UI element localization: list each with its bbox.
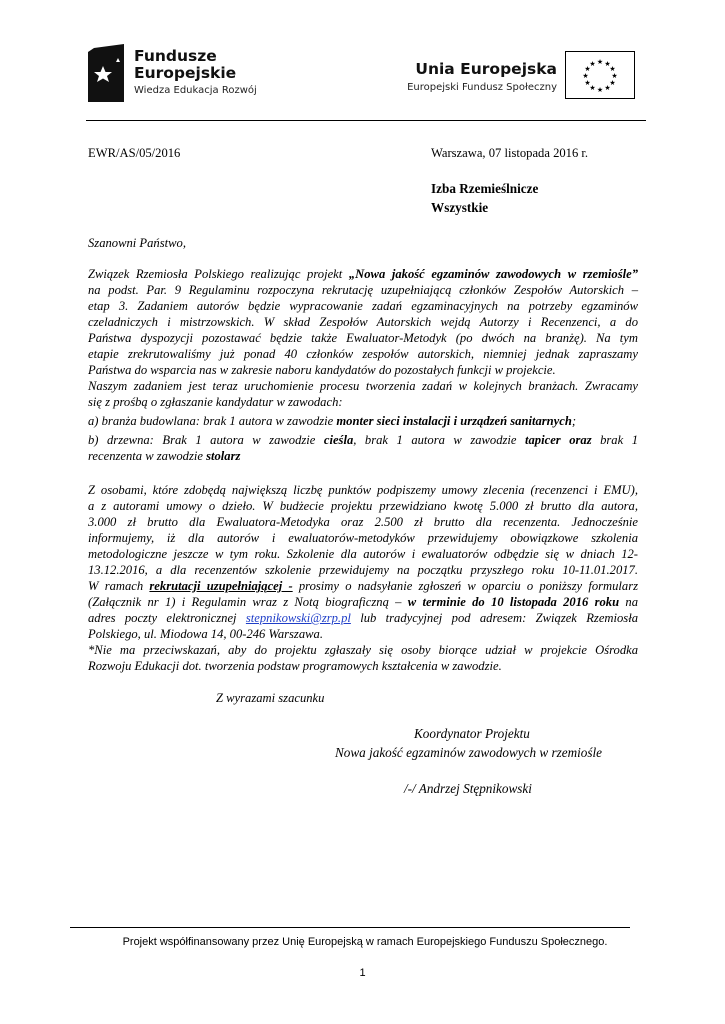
salutation: Szanowni Państwo, [88, 236, 186, 250]
paragraph-2-line: a z autorami umowy o dzieło. W budżecie projektu przewidziano kwotę 5.000 zł brutto dla autora, [88, 499, 638, 513]
footer-divider [70, 927, 630, 928]
profession-bold: cieśla [323, 433, 354, 447]
paragraph-1-line: Państwa do wsparcia nas w zakresie naboru kandydatów do pozostałych funkcji w projekcie. [88, 363, 556, 377]
text-span: recenzenta w zawodzie [88, 449, 207, 463]
svg-text:★: ★ [604, 60, 611, 68]
page-number: 1 [359, 967, 366, 979]
unia-europejska-title: Unia Europejska [415, 60, 557, 78]
vacancy-line-a [88, 413, 638, 429]
email-link[interactable]: stepnikowski@zrp.pl [245, 611, 351, 625]
text-span: lub tradycyjnej pod adresem: Związek Rzemiosła [350, 611, 639, 625]
text-span: a) branża budowlana: brak 1 autora w zawodzie [88, 414, 337, 428]
paragraph-2-line [88, 578, 638, 594]
signature-role: Koordynator Projektu [414, 726, 530, 741]
logo-subtitle: Wiedza Edukacja Rozwój [134, 85, 257, 96]
profession-bold: stolarz [206, 449, 241, 463]
text-span: na [619, 595, 638, 609]
vacancy-line-c [88, 448, 638, 464]
paragraph-2-line: metodologiczne jeszcze w tym roku. Szkolenie dla autorów i ewaluatorów odbędzie się w dniach 12- [88, 547, 638, 561]
text-span: , brak 1 autora w zawodzie [353, 433, 526, 447]
svg-text:★: ★ [611, 72, 618, 80]
recruitment-bold-underlined: rekrutacji uzupełniającej - [149, 579, 293, 593]
profession-bold: monter sieci instalacji i urządzeń sanitarnych [336, 414, 572, 428]
paragraph-1-line: się z prośbą o zgłaszanie kandydatur w zawodach: [88, 395, 343, 409]
paragraph-1-line: na podst. Par. 9 Regulaminu rozpoczyna rekrutację uzupełniającą członków Zespołów Autorskich – [88, 283, 638, 297]
paragraph-1-line: Naszym zadaniem jest teraz uruchomienie procesu tworzenia zadań w kolejnych branżach. Zwracamy [88, 379, 638, 393]
eu-stars-icon [566, 52, 634, 98]
project-name-bold: „Nowa jakość egzaminów zawodowych w rzemiośle” [348, 267, 638, 281]
paragraph-1-line: etap 3. Zadaniem autorów będzie wypracowanie zadań egzaminacyjnych na potrzeby egzaminów [88, 299, 638, 313]
svg-text:★: ★ [589, 60, 596, 68]
signature-name: /-/ Andrzej Stępnikowski [404, 781, 532, 796]
svg-text:★: ★ [604, 84, 611, 92]
text-span: ; [571, 414, 577, 428]
paragraph-2-line: Z osobami, które zdobędą największą liczbę punktów podpiszemy umowy zlecenia (recenzenci i EMU), [88, 483, 638, 497]
signature-project: Nowa jakość egzaminów zawodowych w rzemiośle [335, 745, 603, 760]
text-span: (Załącznik nr 1) i Regulamin wraz z Notą biograficzną – [88, 595, 408, 609]
paragraph-2-line [88, 610, 638, 626]
svg-text:★: ★ [582, 72, 589, 80]
fundusze-europejskie-icon [88, 44, 126, 102]
vacancy-line-b [88, 432, 638, 448]
reference-number: EWR/AS/05/2016 [88, 146, 181, 160]
text-span: Związek Rzemiosła Polskiego realizując projekt [88, 267, 349, 281]
paragraph-2-line: Polskiego, ul. Miodowa 14, 00-246 Warszawa. [88, 627, 323, 641]
paragraph-2-line: informujemy, iż dla autorów i ewaluatorów-metodyków przewidujemy obowiązkowe szkolenia [88, 531, 638, 545]
paragraph-1-line: czeladniczych i mistrzowskich. W skład Zespołów Autorskich wejdą Autorzy i Recenzenci, a do [88, 315, 638, 329]
profession-bold: tapicer oraz [525, 433, 592, 447]
paragraph-2-line [88, 594, 638, 610]
svg-text:★: ★ [584, 79, 591, 87]
recipient-line-2: Wszystkie [431, 200, 489, 215]
footer-text: Projekt współfinansowany przez Unię Europejską w ramach Europejskiego Funduszu Społecznego. [122, 936, 608, 948]
text-span: W ramach [88, 579, 150, 593]
svg-text:★: ★ [589, 84, 596, 92]
paragraph-1-line [88, 266, 638, 282]
text-span: prosimy o nadsyłanie zgłoszeń w oparciu o poniższy formularz [292, 579, 639, 593]
text-span: brak 1 [591, 433, 638, 447]
paragraph-2-line: *Nie ma przeciwskazań, aby do projektu zgłaszały się osoby biorące udział w projekcie Ośrodka [88, 643, 638, 657]
logo-line-2: Europejskie [134, 64, 237, 82]
svg-text:★: ★ [584, 65, 591, 73]
efs-subtitle: Europejski Fundusz Społeczny [407, 82, 557, 93]
svg-text:★: ★ [609, 79, 616, 87]
deadline-bold: w terminie do 10 listopada 2016 roku [407, 595, 620, 609]
header-divider [86, 120, 646, 121]
fundusze-europejskie-logo [88, 44, 268, 106]
paragraph-1-line: Państwa dyspozycji pozostawać będzie także Ewaluator-Metodyk (po dwóch na branżę). Na tym [88, 331, 638, 345]
closing: Z wyrazami szacunku [216, 691, 325, 705]
text-span: adres poczty elektronicznej [88, 611, 246, 625]
letter-date: Warszawa, 07 listopada 2016 r. [431, 146, 589, 160]
fundusze-europejskie-name [134, 48, 236, 82]
paragraph-2-line: 13.12.2016, a dla recenzentów szkolenie przewidujemy na początku przyszłego roku 10-11.01.2017. [88, 563, 638, 577]
eu-flag-icon [565, 51, 635, 99]
text-span: b) drzewna: Brak 1 autora w zawodzie [88, 433, 324, 447]
svg-text:★: ★ [596, 86, 604, 94]
paragraph-1-line: etapie zrekrutowaliśmy już ponad 40 członków zespołów autorskich, niemniej jednak zapraszamy [88, 347, 638, 361]
paragraph-2-line: 3.000 zł brutto dla Ewaluatora-Metodyka oraz 2.500 zł brutto dla recenzenta. Jednocześnie [88, 515, 638, 529]
unia-europejska-label [407, 60, 557, 93]
paragraph-2-line: Rozwoju Edukacji dot. tworzenia podstaw programowych kształcenia w zawodzie. [88, 659, 502, 673]
logo-line-1: Fundusze [134, 47, 217, 65]
recipient-line-1: Izba Rzemieślnicze [431, 181, 539, 196]
svg-text:★: ★ [609, 65, 616, 73]
svg-text:★: ★ [596, 58, 604, 66]
